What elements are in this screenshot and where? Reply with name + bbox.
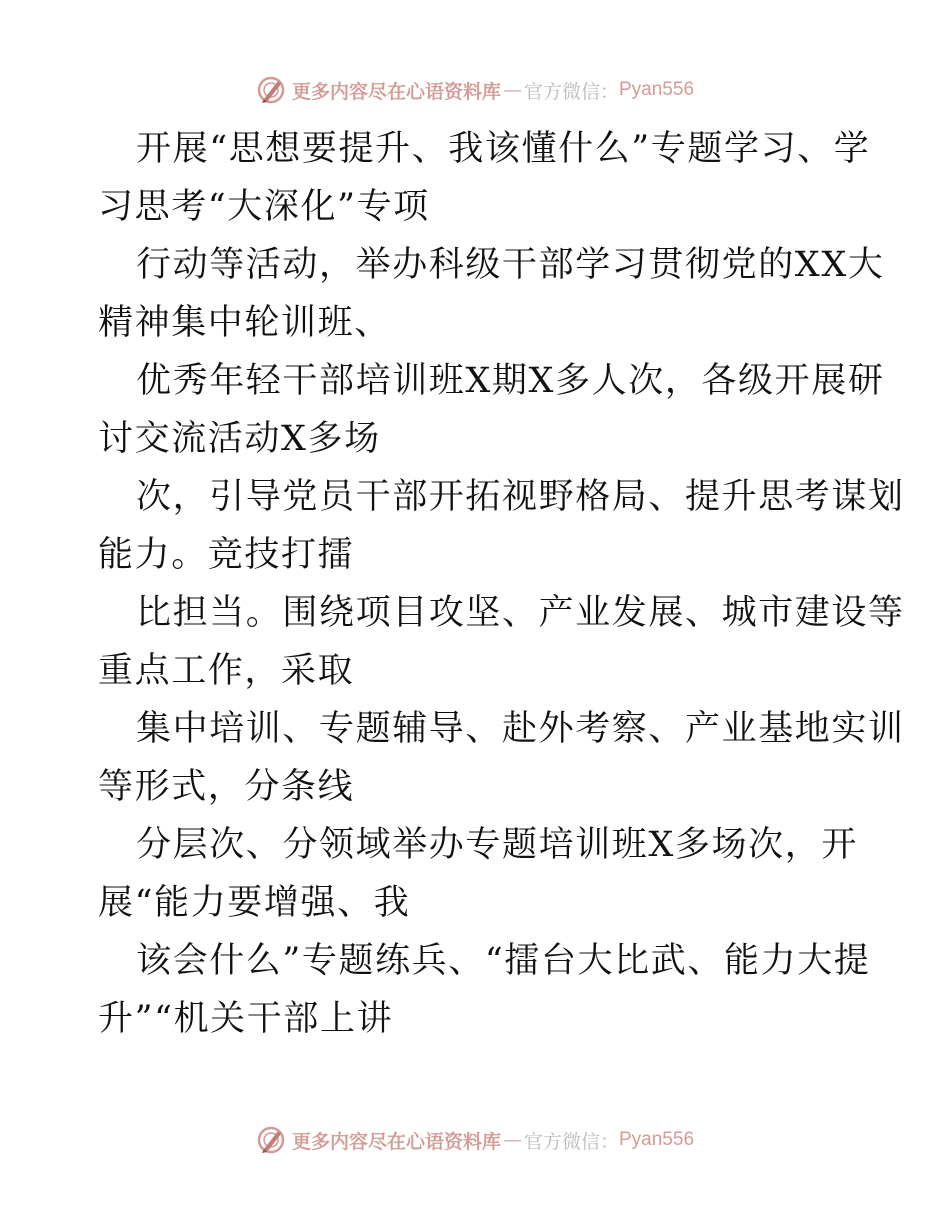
- body-line: 能力。竞技打擂: [98, 535, 355, 575]
- body-line: 集中培训、专题辅导、赴外考察、产业基地实训: [136, 709, 905, 749]
- watermark-wechat-id: Pyan556: [619, 1129, 695, 1150]
- watermark-brand: 更多内容尽在心语资料库: [291, 80, 501, 103]
- body-line: 升”“机关干部上讲: [98, 999, 394, 1039]
- watermark-separator: —: [502, 1129, 522, 1151]
- watermark-separator: —: [502, 79, 522, 101]
- body-line: 行动等活动，举办科级干部学习贯彻党的XX大: [136, 245, 885, 285]
- body-line: 习思考“大深化”专项: [98, 187, 430, 227]
- pen-logo-icon: [256, 75, 286, 105]
- watermark-wechat-id: Pyan556: [619, 79, 695, 100]
- body-line: 该会什么”专题练兵、“擂台大比武、能力大提: [136, 941, 871, 981]
- watermark-brand: 更多内容尽在心语资料库: [291, 1130, 501, 1153]
- body-line: 分层次、分领域举办专题培训班X多场次，开: [136, 825, 858, 865]
- watermark-label: 官方微信：: [523, 80, 619, 103]
- header-watermark: [0, 70, 950, 110]
- body-line: 比担当。围绕项目攻坚、产业发展、城市建设等: [136, 593, 905, 633]
- watermark-label: 官方微信：: [523, 1130, 619, 1153]
- body-line: 讨交流活动X多场: [98, 419, 381, 459]
- body-line: 重点工作，采取: [98, 651, 355, 691]
- document-body: [98, 120, 905, 1048]
- pen-logo-icon: [256, 1125, 286, 1155]
- body-line: 次，引导党员干部开拓视野格局、提升思考谋划: [136, 477, 905, 517]
- body-line: 等形式，分条线: [98, 767, 355, 807]
- body-line: 精神集中轮训班、: [98, 303, 391, 343]
- body-line: 开展“思想要提升、我该懂什么”专题学习、学: [136, 129, 871, 169]
- body-line: 展“能力要增强、我: [98, 883, 411, 923]
- footer-watermark: [0, 1120, 950, 1160]
- body-line: 优秀年轻干部培训班X期X多人次，各级开展研: [136, 361, 885, 401]
